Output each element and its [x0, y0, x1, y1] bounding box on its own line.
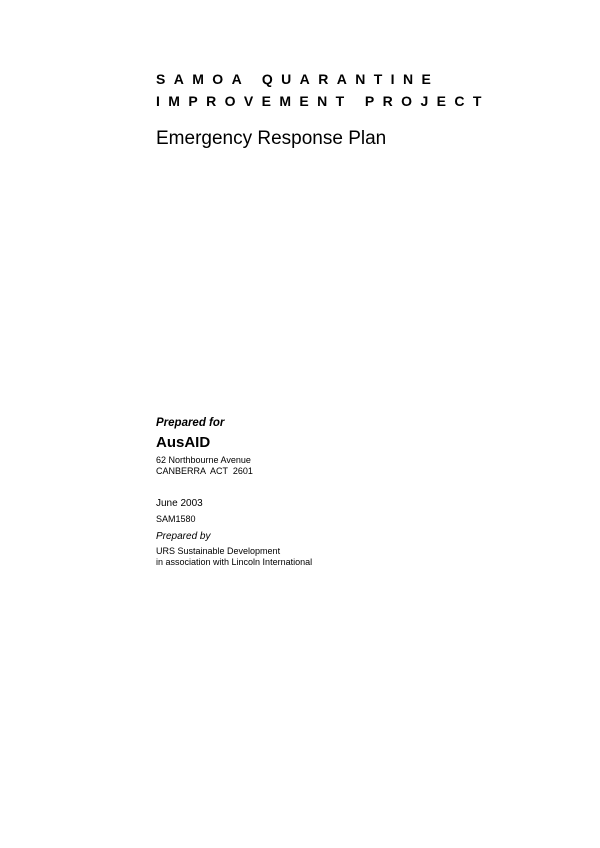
title-line-1: SAMOA QUARANTINE: [156, 71, 440, 87]
prepared-by-line-2: in association with Lincoln International: [156, 556, 313, 567]
title-line-2: IMPROVEMENT PROJECT: [156, 93, 490, 109]
prepared-by-label: Prepared by: [156, 531, 211, 542]
prepared-by-details: [156, 546, 312, 567]
document-title: [156, 68, 490, 112]
prepared-for-label: Prepared for: [156, 417, 225, 429]
client-address-line-1: 62 Northbourne Avenue: [156, 455, 251, 465]
document-subtitle: Emergency Response Plan: [156, 128, 387, 149]
document-date: June 2003: [156, 498, 203, 509]
document-reference: SAM1580: [156, 514, 196, 524]
client-address-line-2: CANBERRA ACT 2601: [156, 466, 253, 476]
client-address: [156, 455, 253, 477]
client-name: AusAID: [156, 434, 211, 451]
prepared-by-line-1: URS Sustainable Development: [156, 546, 281, 556]
